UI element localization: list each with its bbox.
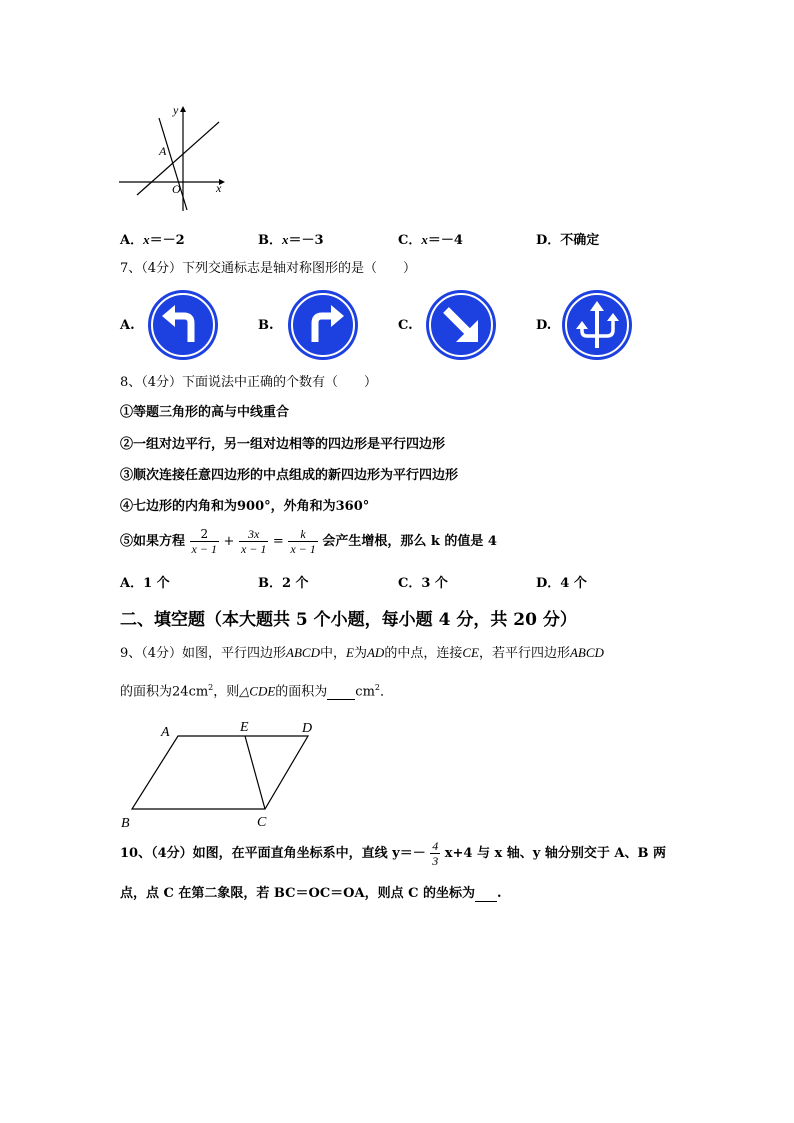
q9-exponent: 2 xyxy=(208,683,214,692)
q7-option-d-letter: D. xyxy=(536,318,552,333)
point-a-label: A xyxy=(159,144,167,158)
q6-option-b xyxy=(258,229,324,248)
q10-line-2 xyxy=(120,886,502,902)
q9-line-1 xyxy=(120,645,604,662)
q9-line-2 xyxy=(120,680,393,700)
y-axis-arrow xyxy=(180,106,186,112)
q10-text-end: . xyxy=(496,886,502,901)
q9-parallelogram-figure xyxy=(115,712,330,834)
label-d: D xyxy=(302,721,313,736)
q6-graph xyxy=(115,100,230,215)
q9-triangle: △CDE xyxy=(239,683,276,699)
q9-text: 中， xyxy=(320,646,347,661)
label-a: A xyxy=(161,725,170,740)
label-b: B xyxy=(121,816,130,831)
option-letter: D． xyxy=(536,233,561,248)
option-text: ＝－2 xyxy=(149,233,185,248)
q9-text: 9、（4分）如图，平行四边形 xyxy=(120,646,287,661)
q9-unit: cm xyxy=(188,684,209,700)
option-letter: B． xyxy=(258,233,282,248)
option-letter: A． xyxy=(120,233,144,248)
item5-prefix: ⑤如果方程 xyxy=(120,534,186,549)
q8-item-5 xyxy=(120,524,497,560)
q9-exponent-2: 2 xyxy=(374,683,380,692)
sign-a xyxy=(148,290,218,360)
equals-sign: = xyxy=(272,534,284,549)
q9-e: E xyxy=(346,645,354,660)
q9-abcd-2: ABCD xyxy=(569,645,604,660)
q10-fraction-numerator: 4 xyxy=(432,839,439,853)
fraction-2-denominator: x − 1 xyxy=(240,542,267,556)
q7-option-a-letter: A. xyxy=(120,318,135,333)
fraction-1-denominator: x − 1 xyxy=(191,542,217,556)
q10-text: 点，点 C 在第二象限，若 BC＝OC＝OA，则点 C 的坐标为 xyxy=(120,886,475,901)
q7-option-b-letter: B. xyxy=(258,318,274,333)
q9-ce: CE xyxy=(462,645,479,660)
q9-text: ，若平行四边形 xyxy=(478,646,570,661)
option-text: ＝－3 xyxy=(288,233,324,248)
fraction-3 xyxy=(288,527,317,556)
sign-c xyxy=(426,290,496,360)
item5-suffix: 会产生增根，那么 k 的值是 4 xyxy=(322,534,497,549)
q10-text: 10、（4分）如图，在平面直角坐标系中，直线 y＝－ xyxy=(120,846,426,861)
plus-sign: + xyxy=(223,534,235,549)
fraction-3-denominator: x − 1 xyxy=(290,542,316,556)
q9-text: ． xyxy=(380,684,394,700)
answer-blank[interactable] xyxy=(327,685,355,700)
q8-stem: 8、（4分）下面说法中正确的个数有（ ） xyxy=(120,375,378,390)
fraction-2 xyxy=(239,527,268,556)
fraction-2-numerator: 3x xyxy=(239,527,268,542)
q7-stem: 7、（4分）下列交通标志是轴对称图形的是（ ） xyxy=(120,261,417,276)
q9-text: ，则 xyxy=(213,684,240,700)
q6-option-a xyxy=(120,229,185,248)
fraction-1-numerator: 2 xyxy=(190,527,219,542)
q6-option-d xyxy=(536,229,599,248)
option-var: x xyxy=(143,232,150,247)
option-var: x xyxy=(282,232,289,247)
answer-blank[interactable] xyxy=(475,887,497,902)
q10-line-1 xyxy=(120,836,666,872)
q8-item-1: ①等题三角形的高与中线重合 xyxy=(120,405,290,420)
y-label: y xyxy=(173,103,179,117)
option-var: x xyxy=(421,232,428,247)
q10-text: x+4 与 x 轴、y 轴分别交于 A、B 两 xyxy=(444,846,667,861)
sign-d xyxy=(562,290,632,360)
q9-text: 的中点，连接 xyxy=(384,646,463,661)
straight-left-right-arrows-icon xyxy=(562,290,632,360)
turn-left-arrow-icon xyxy=(148,290,218,360)
q9-ad: AD xyxy=(366,645,385,660)
q6-option-c xyxy=(398,229,463,248)
q8-option-a: A．1 个 xyxy=(120,576,170,591)
q9-abcd: ABCD xyxy=(286,645,320,660)
q10-fraction xyxy=(430,839,440,868)
q8-item-4: ④七边形的内角和为900°，外角和为360° xyxy=(120,499,370,514)
origin-label: O xyxy=(172,182,181,196)
segment-ce xyxy=(245,736,265,809)
x-label: x xyxy=(216,181,222,195)
sign-b xyxy=(288,290,358,360)
q8-option-d: D．4 个 xyxy=(536,576,587,591)
parallelogram xyxy=(132,736,308,809)
q10-fraction-denominator: 3 xyxy=(432,854,439,868)
q8-item-2: ②一组对边平行，另一组对边相等的四边形是平行四边形 xyxy=(120,437,446,452)
q8-item-3: ③顺次连接任意四边形的中点组成的新四边形为平行四边形 xyxy=(120,468,459,483)
section-title: 二、填空题（本大题共 5 个小题，每小题 4 分，共 20 分） xyxy=(120,610,577,630)
q9-unit-2: cm xyxy=(355,684,375,700)
label-e: E xyxy=(240,720,249,735)
q9-text: 的面积为 xyxy=(120,684,173,700)
down-right-arrow-icon xyxy=(426,290,496,360)
q9-text: 为 xyxy=(353,646,367,661)
turn-right-arrow-icon xyxy=(288,290,358,360)
q9-area: 24 xyxy=(172,684,189,700)
fraction-1 xyxy=(190,527,219,556)
option-letter: C． xyxy=(398,233,422,248)
q9-text: 的面积为 xyxy=(275,684,328,700)
q8-option-c: C．3 个 xyxy=(398,576,448,591)
q7-option-c-letter: C. xyxy=(398,318,413,333)
fraction-3-numerator: k xyxy=(288,527,317,542)
q8-option-b: B．2 个 xyxy=(258,576,309,591)
option-text: 不确定 xyxy=(560,233,600,248)
option-text: ＝－4 xyxy=(427,233,463,248)
label-c: C xyxy=(257,815,267,830)
